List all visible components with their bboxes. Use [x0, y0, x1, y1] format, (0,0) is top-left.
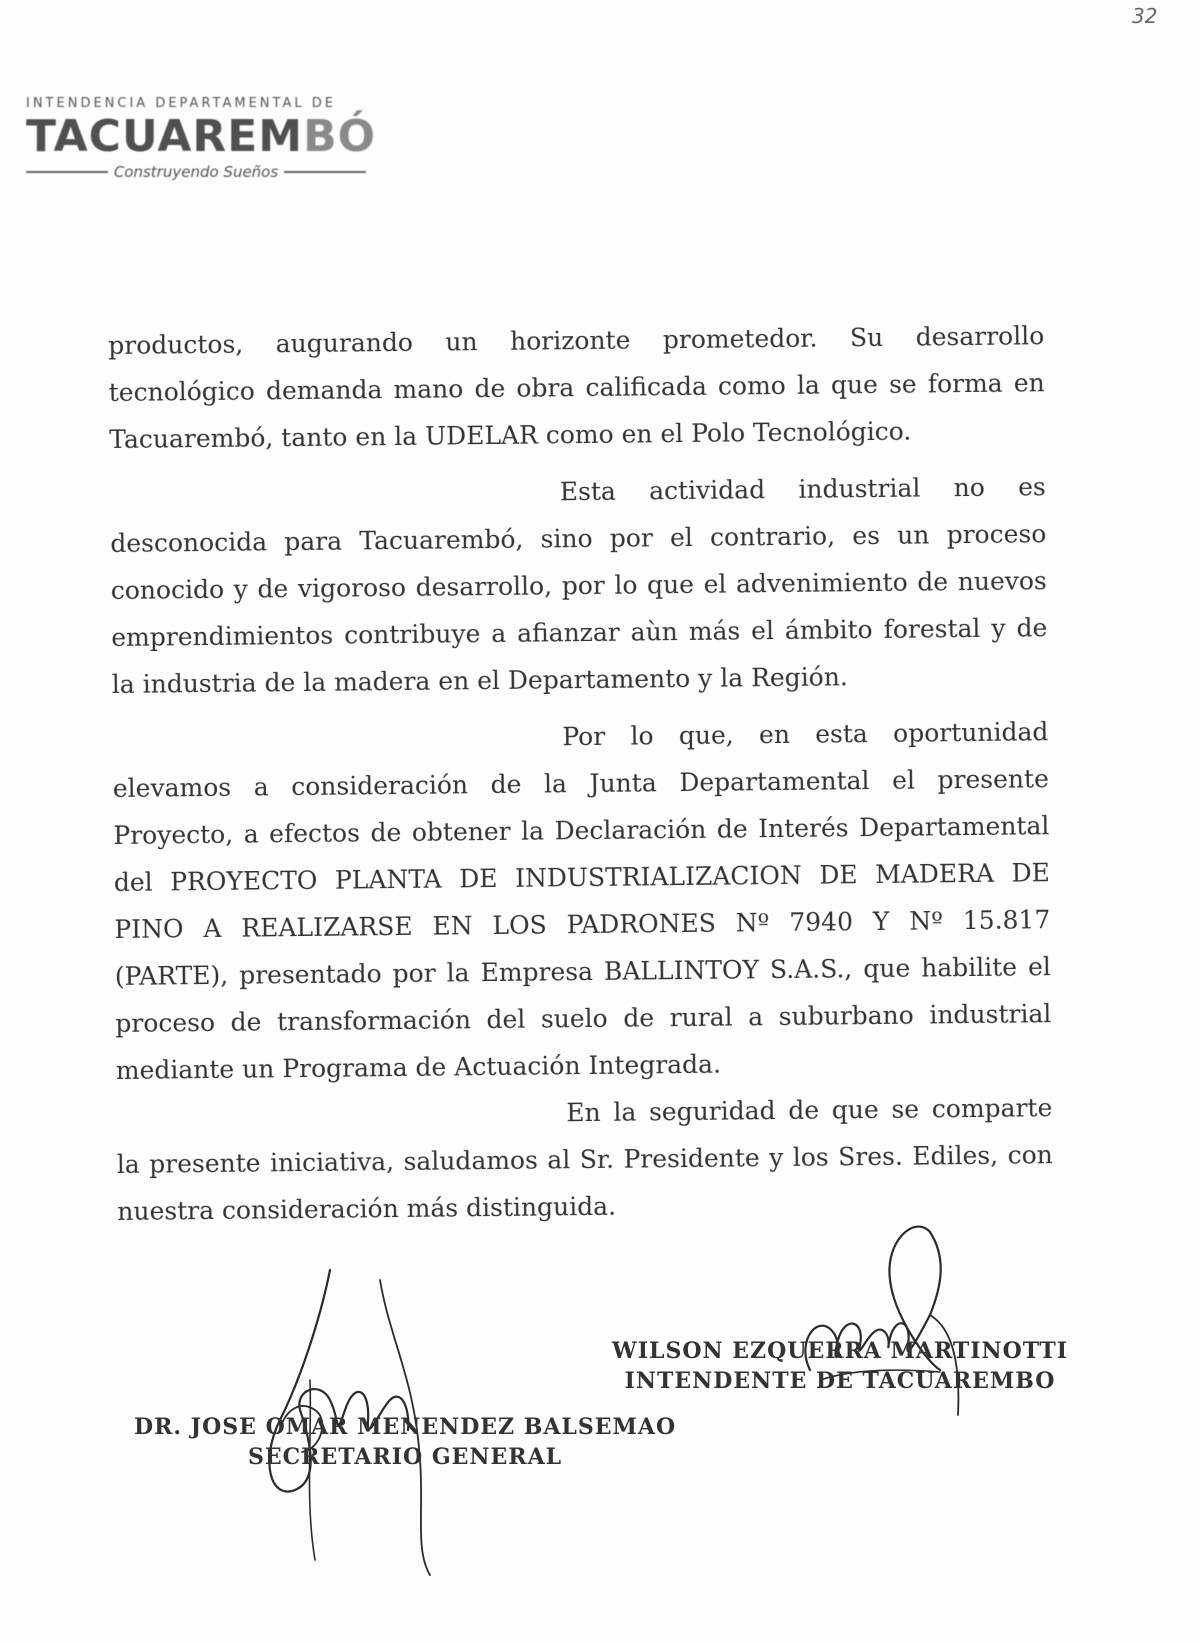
letterhead-slogan: Construyendo Sueños [113, 163, 279, 181]
signer-right-name: WILSON EZQUERRA MARTINOTTI [612, 1338, 1069, 1364]
signature-left-block [134, 1412, 676, 1472]
signature-right-scribble [790, 1220, 980, 1440]
paragraph-3: Por lo que, en esta oportunidad elevamos a consideración de la Junta Departamental el presente Proyecto, a efectos de obtener la Declaración de Interés Departamental del PROYECTO PLANTA DE INDUSTRIALIZACION DE MADERA DE PINO A REALIZARSE EN LOS PADRONES Nº 7940 Y Nº 15.817 (PARTE), presentado por la Empresa BALLINTOY S.A.S., que habilite el proceso de transformación del suelo de rural a suburbano industrial mediante un Programa de Actuación Integrada. [112, 717, 1052, 1085]
letterhead-slogan-row [26, 163, 366, 181]
signer-right-title: INTENDENTE DE TACUAREMBO [624, 1368, 1056, 1394]
signature-right-block [612, 1336, 1068, 1396]
letter-body [108, 312, 1054, 1235]
signer-left-title: SECRETARIO GENERAL [248, 1444, 563, 1470]
letterhead-name-dark: TACUAREM [26, 111, 304, 162]
page-number: 32 [1132, 4, 1158, 28]
paragraph-1: productos, augurando un horizonte prometedor. Su desarrollo tecnológico demanda mano de obra calificada como la que se forma en Tacuarembó, tanto en la UDELAR como en el Polo Tecnológico. [108, 321, 1045, 454]
letterhead-name [26, 111, 377, 162]
letterhead-logo [26, 96, 377, 181]
slogan-rule-left [26, 171, 108, 173]
slogan-rule-right [284, 171, 366, 173]
paragraph-2: Esta actividad industrial no es desconocida para Tacuarembó, sino por el contrario, es un proceso conocido y de vigoroso desarrollo, por lo que el advenimiento de nuevos emprendimientos contribuye a afianzar aùn más el ámbito forestal y de la industria de la madera en el Departamento y la Región. [110, 472, 1048, 699]
letterhead-top-line: INTENDENCIA DEPARTAMENTAL DE [26, 96, 336, 111]
signer-left-name: DR. JOSE OMAR MENENDEZ BALSEMAO [134, 1414, 677, 1440]
paragraph-4: En la seguridad de que se comparte la presente iniciativa, saludamos al Sr. Presidente y los Sres. Ediles, con nuestra consideración más distinguida. [116, 1093, 1053, 1226]
letterhead-name-light: BÓ [303, 111, 377, 162]
